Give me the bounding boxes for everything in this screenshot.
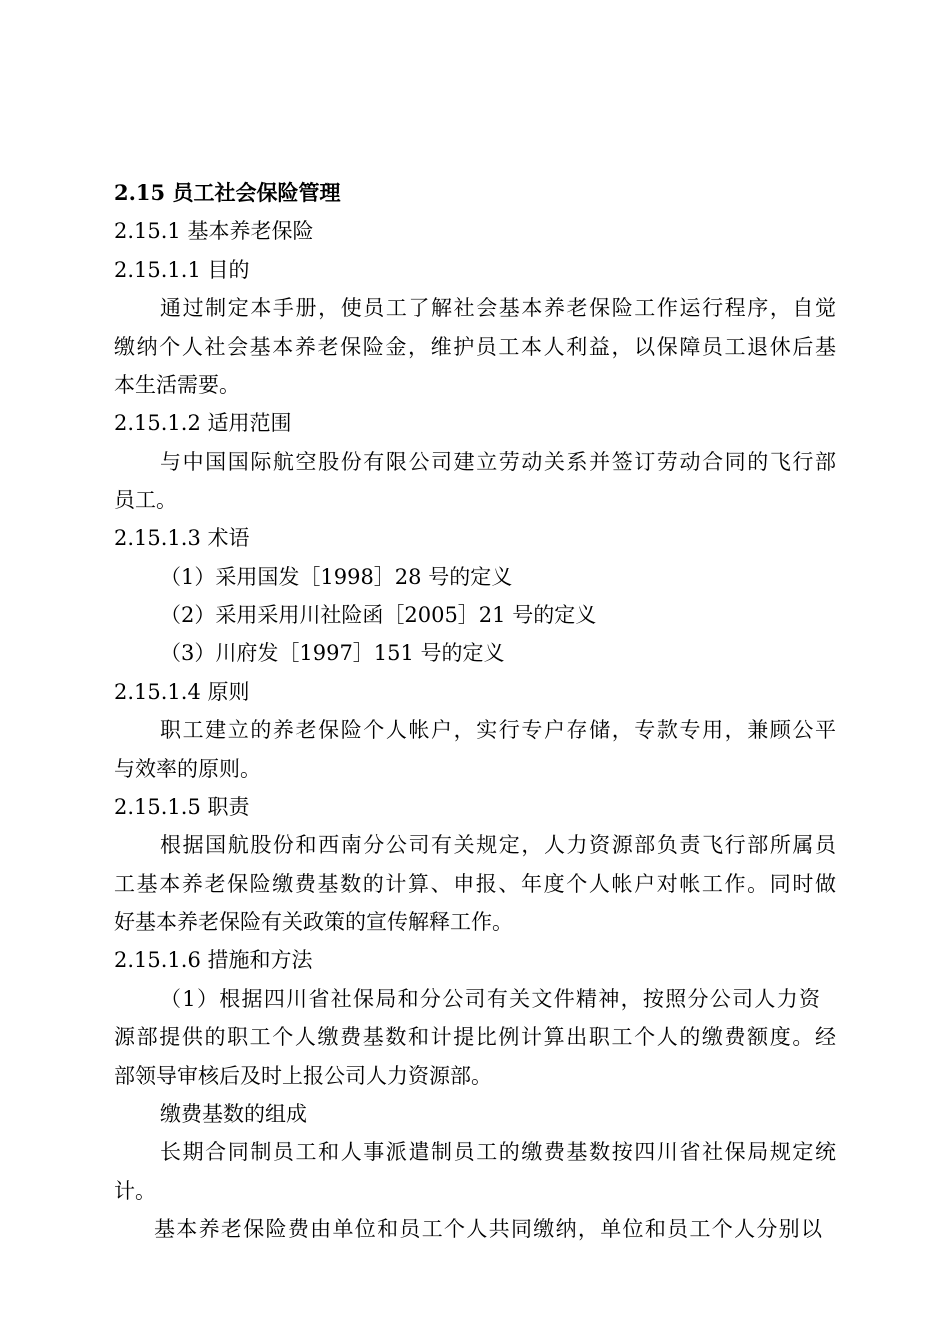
purpose-paragraph-line: 缴纳个人社会基本养老保险金，维护员工本人利益，以保障员工退休后基 (114, 335, 836, 359)
terms-heading: 2.15.1.3 术语 (114, 526, 250, 550)
method-heading: 2.15.1.6 措施和方法 (114, 948, 313, 972)
section-title: 2.15 员工社会保险管理 (114, 180, 341, 205)
principle-heading: 2.15.1.4 原则 (114, 680, 250, 704)
method-paragraph-line: （1）根据四川省社保局和分公司有关文件精神，按照分公司人力资 (160, 987, 820, 1011)
terms-item: （3）川府发［1997］151 号的定义 (160, 641, 505, 665)
duty-paragraph-line: 工基本养老保险缴费基数的计算、申报、年度个人帐户对帐工作。同时做 (114, 872, 836, 896)
scope-heading: 2.15.1.2 适用范围 (114, 411, 292, 435)
purpose-paragraph-line: 通过制定本手册，使员工了解社会基本养老保险工作运行程序，自觉 (160, 296, 836, 320)
principle-paragraph-line: 职工建立的养老保险个人帐户，实行专户存储，专款专用，兼顾公平 (160, 718, 836, 742)
duty-paragraph-line: 根据国航股份和西南分公司有关规定，人力资源部负责飞行部所属员 (160, 833, 836, 857)
principle-paragraph-line: 与效率的原则。 (114, 757, 261, 781)
base-paragraph-line: 长期合同制员工和人事派遣制员工的缴费基数按四川省社保局规定统 (160, 1140, 836, 1164)
terms-item: （1）采用国发［1998］28 号的定义 (160, 565, 513, 589)
contribution-paragraph-line: 基本养老保险费由单位和员工个人共同缴纳，单位和员工个人分别以 (154, 1217, 822, 1241)
purpose-paragraph-line: 本生活需要。 (114, 373, 240, 397)
base-paragraph-line: 计。 (114, 1179, 156, 1203)
terms-item: （2）采用采用川社险函［2005］21 号的定义 (160, 603, 597, 627)
base-heading: 缴费基数的组成 (160, 1102, 307, 1126)
method-paragraph-line: 源部提供的职工个人缴费基数和计提比例计算出职工个人的缴费额度。经 (114, 1025, 836, 1049)
scope-paragraph-line: 员工。 (114, 488, 177, 512)
purpose-heading: 2.15.1.1 目的 (114, 258, 250, 282)
duty-paragraph-line: 好基本养老保险有关政策的宣传解释工作。 (114, 910, 513, 934)
subsection-title: 2.15.1 基本养老保险 (114, 219, 314, 243)
duty-heading: 2.15.1.5 职责 (114, 795, 250, 819)
method-paragraph-line: 部领导审核后及时上报公司人力资源部。 (114, 1064, 492, 1088)
scope-paragraph-line: 与中国国际航空股份有限公司建立劳动关系并签订劳动合同的飞行部 (160, 450, 836, 474)
